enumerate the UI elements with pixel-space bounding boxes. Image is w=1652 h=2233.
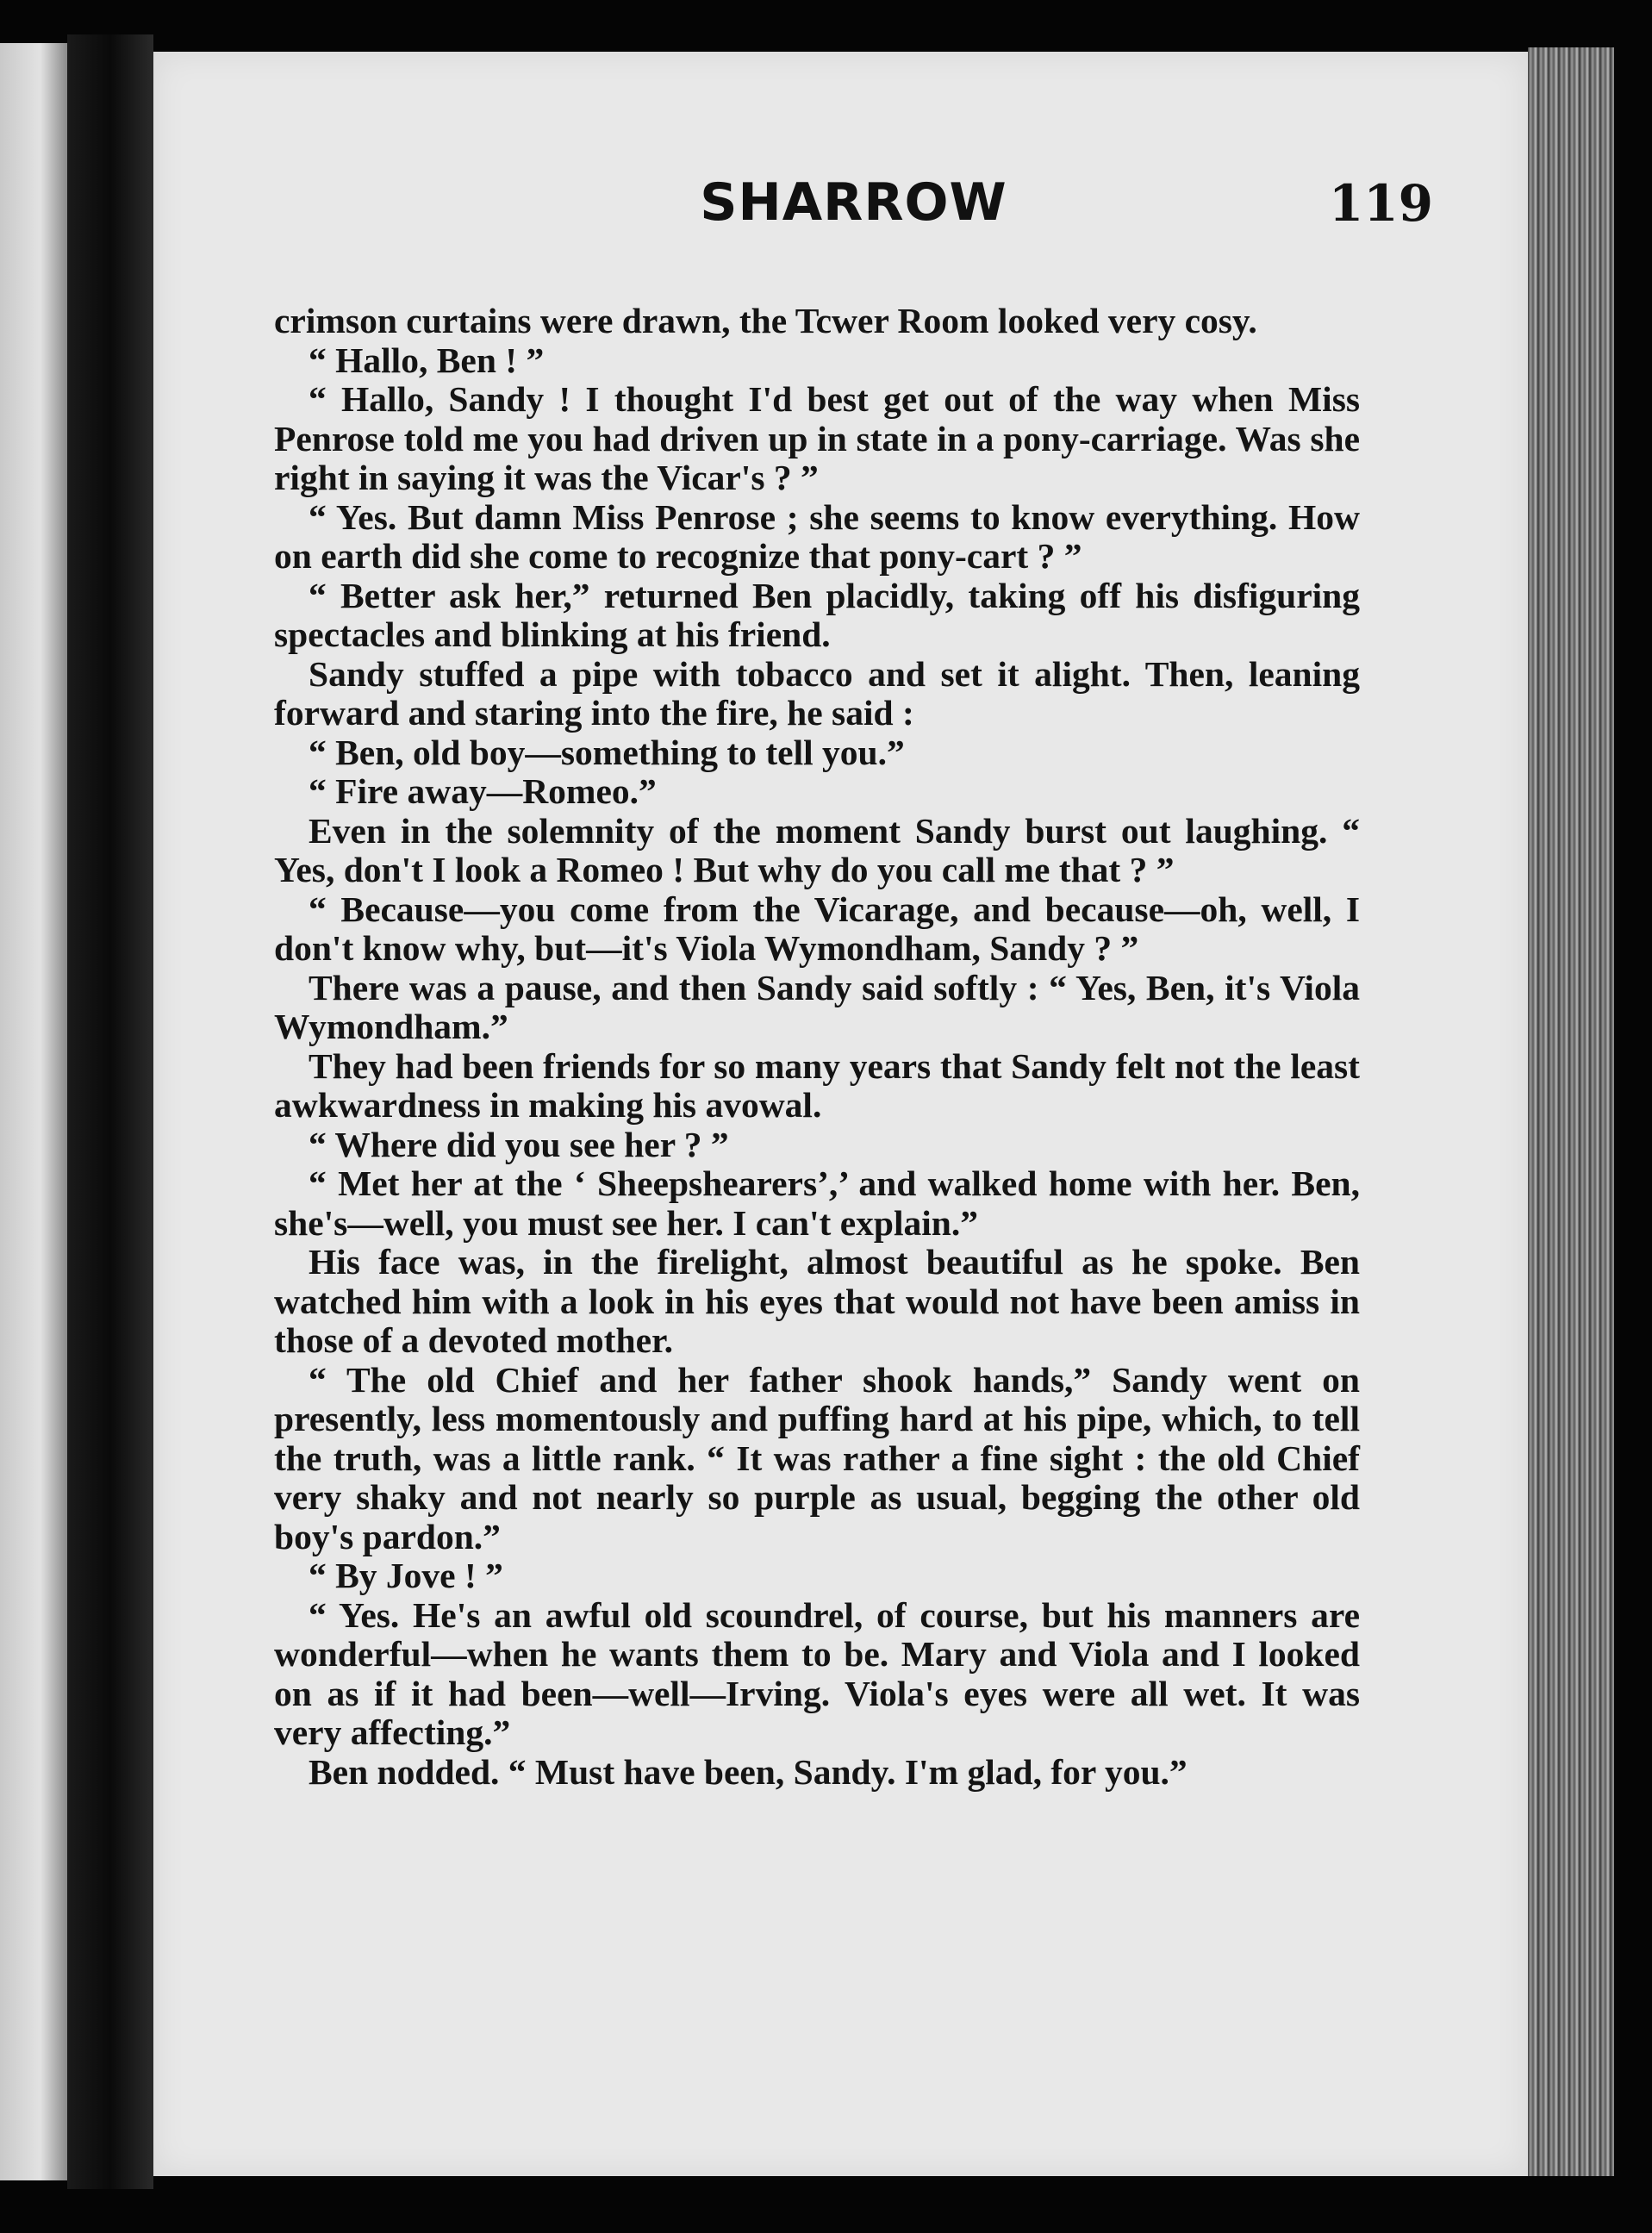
paragraph: “ Hallo, Ben ! ” xyxy=(309,340,545,380)
paragraph: Sandy stuffed a pipe with tobacco and set it alight. Then, leaning forward and staring into the fire, he said : xyxy=(274,653,1360,733)
page-fore-edge xyxy=(1528,47,1614,2176)
paragraph: “ Hallo, Sandy ! I thought I'd best get out of the way when Miss Penrose told me you had driven up in state in a pony-carriage. Was she right in saying it was the Vicar's ? ” xyxy=(274,379,1360,497)
paragraph: They had been friends for so many years that Sandy felt not the least awkwardness in making his avowal. xyxy=(274,1045,1360,1125)
paragraph: His face was, in the firelight, almost beautiful as he spoke. Ben watched him with a look in his eyes that would not have been amiss in those of a devoted mother. xyxy=(274,1242,1360,1360)
facing-page-edge xyxy=(0,43,67,2180)
book-gutter xyxy=(67,34,153,2189)
running-head: SHARROW xyxy=(700,172,1007,233)
paragraph: “ Yes. He's an awful old scoundrel, of course, but his manners are wonderful—when he wants them to be. Mary and Viola and I looked on as if it had been—well—Irving. Viola's eyes were all wet. It was very affecting.” xyxy=(274,1594,1360,1752)
paragraph: “ Ben, old boy—something to tell you.” xyxy=(309,732,905,772)
paragraph: “ Where did you see her ? ” xyxy=(309,1124,729,1164)
paragraph: There was a pause, and then Sandy said softly : “ Yes, Ben, it's Viola Wymondham.” xyxy=(274,967,1360,1046)
paragraph: Even in the solemnity of the moment Sandy burst out laughing. “ Yes, don't I look a Romeo ! But why do you call me that ? ” xyxy=(274,810,1360,889)
paragraph: “ The old Chief and her father shook hands,” Sandy went on presently, less momentously and puffing hard at his pipe, which, to tell the truth, was a little rank. “ It was rather a fine sight : the old Chief very shaky and not nearly so purple as usual, begging the other old boy's pardon.” xyxy=(274,1359,1360,1556)
paragraph: “ Yes. But damn Miss Penrose ; she seems to know everything. How on earth did she come to recognize that pony-cart ? ” xyxy=(274,496,1360,576)
paragraph: “ Fire away—Romeo.” xyxy=(309,771,657,811)
paragraph: crimson curtains were drawn, the Tcwer Room looked very cosy. xyxy=(274,301,1257,340)
paragraph: “ Better ask her,” returned Ben placidly, taking off his disfiguring spectacles and blinking at his friend. xyxy=(274,575,1360,654)
book-page xyxy=(153,52,1528,2176)
page-number: 119 xyxy=(1328,174,1433,233)
paragraph: “ Because—you come from the Vicarage, and because—oh, well, I don't know why, but—it's Viola Wymondham, Sandy ? ” xyxy=(274,889,1360,968)
paragraph: “ Met her at the ‘ Sheepshearers’,’ and walked home with her. Ben, she's—well, you must see her. I can't explain.” xyxy=(274,1163,1360,1243)
paragraph: “ By Jove ! ” xyxy=(309,1556,503,1595)
page-header xyxy=(274,172,1433,267)
body-text xyxy=(274,302,1360,1792)
paragraph: Ben nodded. “ Must have been, Sandy. I'm glad, for you.” xyxy=(309,1751,1188,1792)
